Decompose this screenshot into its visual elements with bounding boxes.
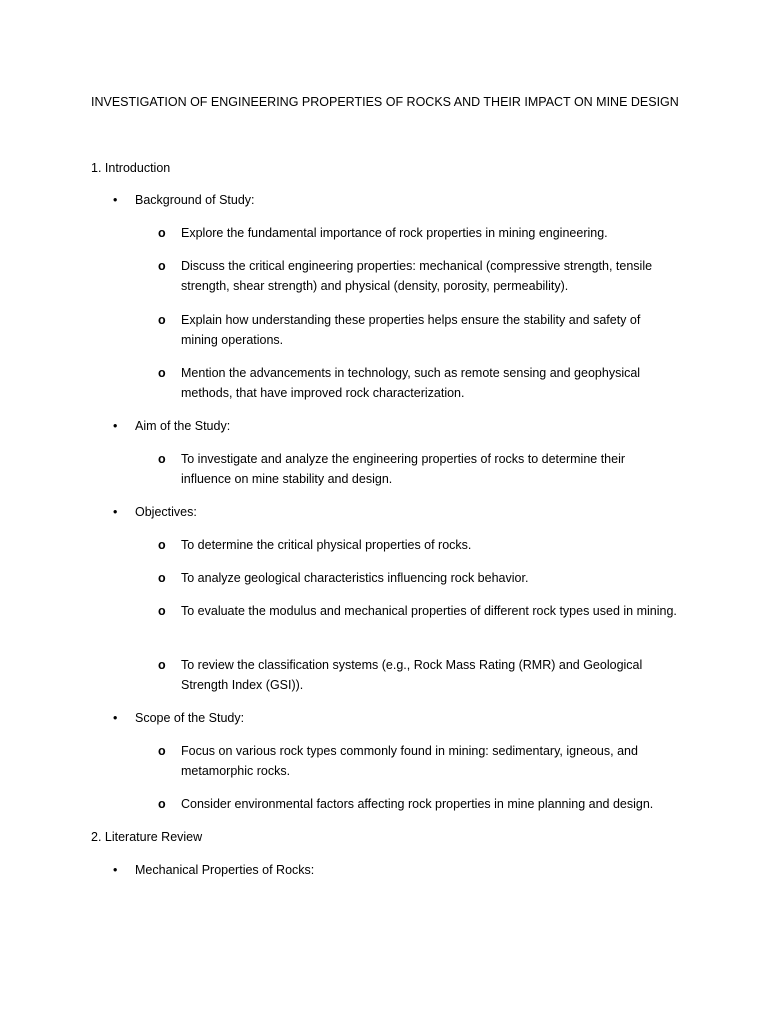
bullet-label: Aim of the Study:	[135, 419, 231, 433]
document-title: INVESTIGATION OF ENGINEERING PROPERTIES OF ROCKS AND THEIR IMPACT ON MINE DESIGN	[91, 95, 679, 109]
list-item-text: Consider environmental factors affecting rock properties in mine planning and design.	[181, 797, 654, 811]
list-item	[158, 223, 678, 243]
sub-bullet-marker: o	[158, 797, 166, 811]
sub-bullet-marker: o	[158, 452, 166, 466]
bullet-marker: •	[113, 419, 118, 433]
bullet-label: Background of Study:	[135, 193, 255, 207]
list-item	[158, 310, 678, 350]
list-item-text: Discuss the critical engineering properties: mechanical (compressive strength, tensile strength, shear strength) and physical (density, porosity, permeability).	[181, 259, 653, 293]
list-item	[158, 741, 678, 781]
sub-bullet-marker: o	[158, 744, 166, 758]
list-item	[158, 601, 678, 621]
bullet-marker: •	[113, 711, 118, 725]
list-item	[158, 568, 678, 588]
bullet-marker: •	[113, 863, 118, 877]
sub-bullet-marker: o	[158, 571, 166, 585]
list-item-text: To investigate and analyze the engineering properties of rocks to determine their influence on mine stability and design.	[181, 452, 626, 486]
sub-bullet-marker: o	[158, 259, 166, 273]
list-item	[158, 256, 678, 296]
list-item	[158, 655, 678, 695]
sub-bullet-marker: o	[158, 658, 166, 672]
list-item	[158, 794, 678, 814]
list-item	[158, 363, 678, 403]
list-item-text: To evaluate the modulus and mechanical properties of different rock types used in mining.	[181, 604, 677, 618]
list-item-text: Focus on various rock types commonly found in mining: sedimentary, igneous, and metamorphic rocks.	[181, 744, 638, 778]
list-item-text: Mention the advancements in technology, such as remote sensing and geophysical methods, that have improved rock characterization.	[181, 366, 641, 400]
bullet-marker: •	[113, 505, 118, 519]
bullet-label: Scope of the Study:	[135, 711, 245, 725]
list-item	[158, 535, 678, 555]
list-item	[158, 449, 678, 489]
list-item-text: Explain how understanding these properties helps ensure the stability and safety of mining operations.	[181, 313, 641, 347]
sub-bullet-marker: o	[158, 538, 166, 552]
list-item-text: To determine the critical physical properties of rocks.	[181, 538, 472, 552]
bullet-marker: •	[113, 193, 118, 207]
list-item-text: Explore the fundamental importance of rock properties in mining engineering.	[181, 226, 608, 240]
list-item-text: To review the classification systems (e.g., Rock Mass Rating (RMR) and Geological Strength Index (GSI)).	[181, 658, 643, 692]
bullet-label: Mechanical Properties of Rocks:	[135, 863, 315, 877]
section-heading-introduction: 1. Introduction	[91, 161, 171, 175]
bullet-label: Objectives:	[135, 505, 197, 519]
sub-bullet-marker: o	[158, 226, 166, 240]
sub-bullet-marker: o	[158, 604, 166, 618]
section-heading-literature-review: 2. Literature Review	[91, 830, 203, 844]
list-item-text: To analyze geological characteristics influencing rock behavior.	[181, 571, 529, 585]
sub-bullet-marker: o	[158, 366, 166, 380]
sub-bullet-marker: o	[158, 313, 166, 327]
